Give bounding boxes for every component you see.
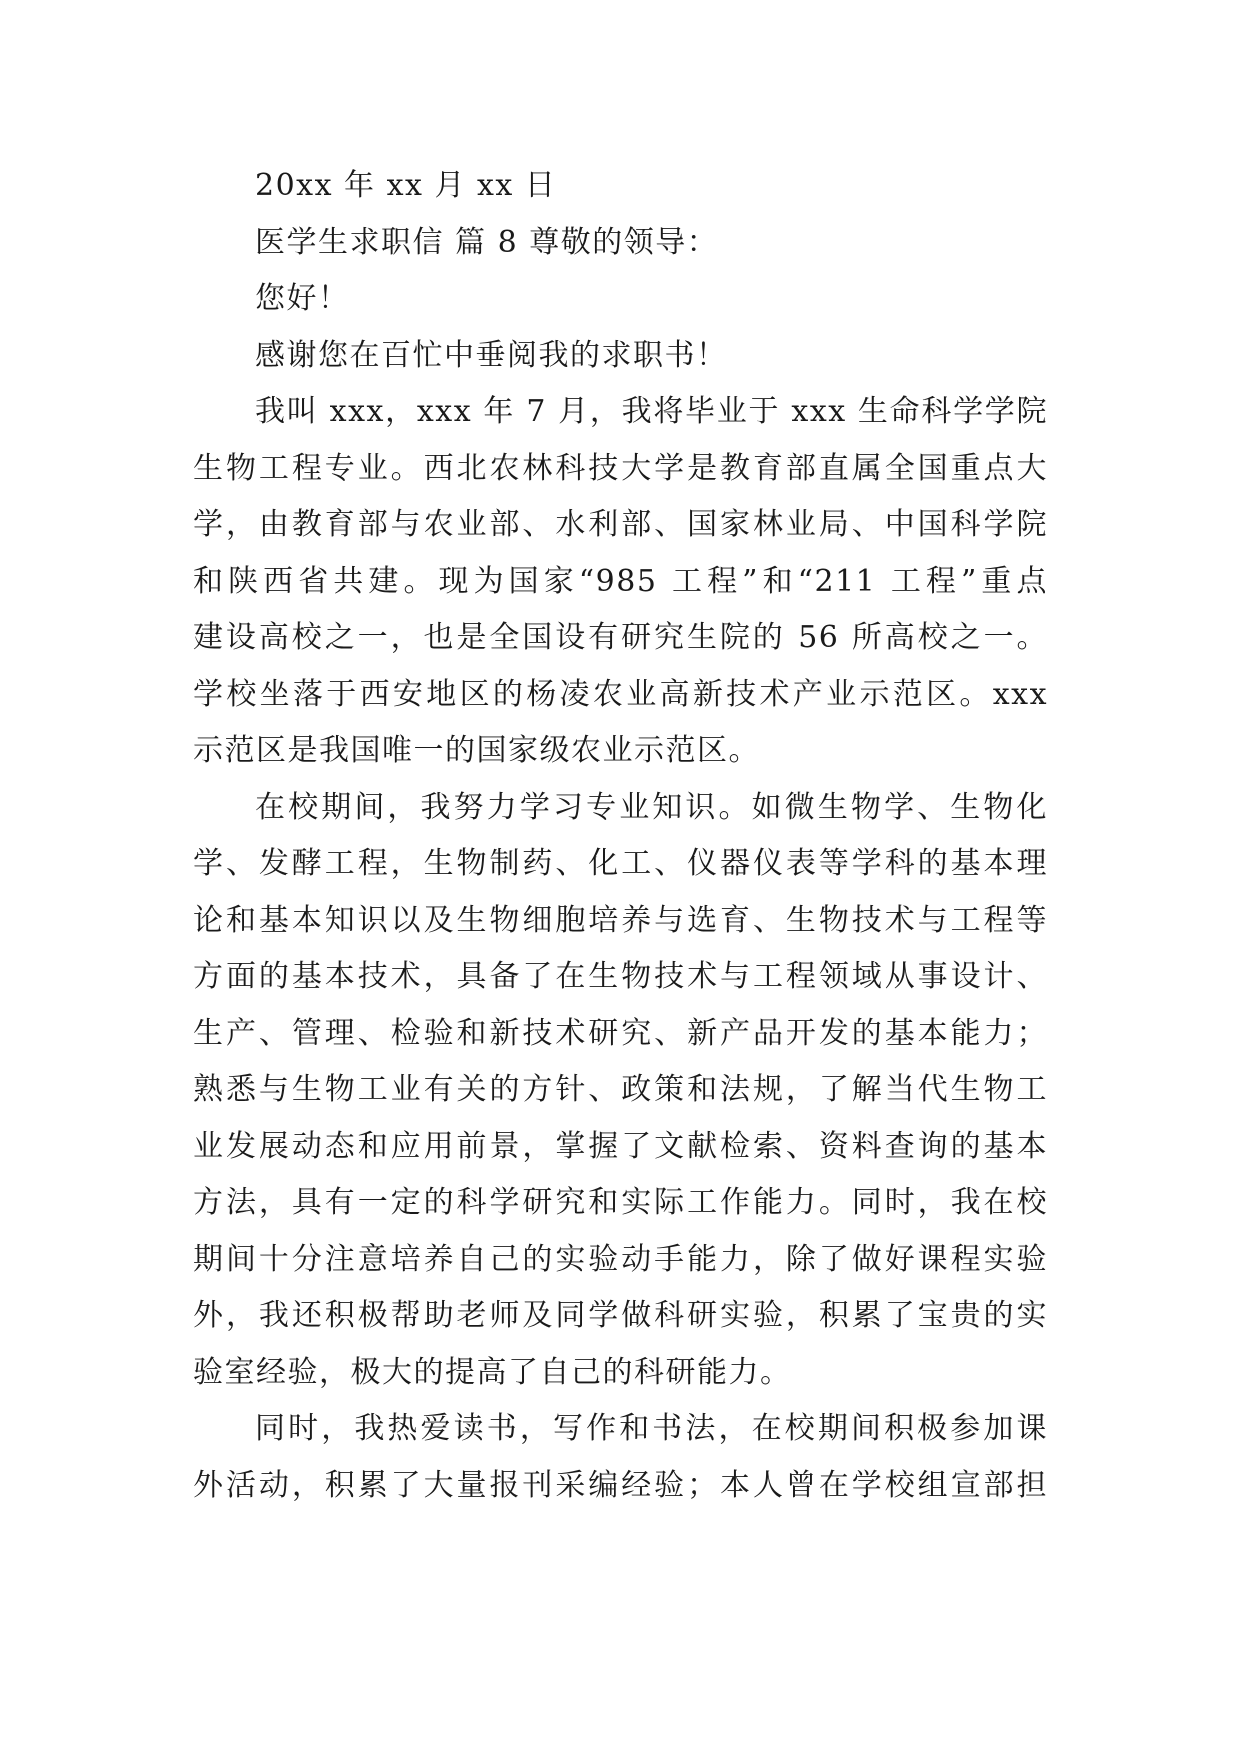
letter-body [193, 158, 1048, 1514]
text-line: 在校期间，我努力学习专业知识。如微生物学、生物化 [255, 789, 1048, 825]
text-line: 验室经验，极大的提高了自己的科研能力。 [193, 1354, 792, 1390]
text-line: 同时，我热爱读书，写作和书法，在校期间积极参加课 [255, 1411, 1048, 1446]
text-line: 医学生求职信 篇 8 尊敬的领导： [255, 224, 719, 260]
text-line: 20xx 年 xx 月 xx 日 [255, 168, 557, 203]
text-line: 建设高校之一，也是全国设有研究生院的 56 所高校之一。 [193, 620, 1048, 655]
text-line: 您好！ [255, 281, 350, 316]
text-line: 方面的基本技术，具备了在生物技术与工程领域从事设计、 [193, 959, 1048, 994]
text-line: 生产、管理、检验和新技术研究、新产品开发的基本能力； [193, 1015, 1048, 1051]
text-line: 业发展动态和应用前景，掌握了文献检索、资料查询的基本 [193, 1128, 1048, 1164]
text-line: 示范区是我国唯一的国家级农业示范区。 [193, 733, 760, 768]
text-line: 感谢您在百忙中垂阅我的求职书！ [255, 337, 728, 373]
text-line: 生物工程专业。西北农林科技大学是教育部直属全国重点大 [193, 450, 1048, 486]
text-line: 我叫 xxx，xxx 年 7 月，我将毕业于 xxx 生命科学学院 [255, 394, 1048, 429]
text-line: 学、发酵工程，生物制药、化工、仪器仪表等学科的基本理 [193, 846, 1048, 881]
text-line: 期间十分注意培养自己的实验动手能力，除了做好课程实验 [193, 1241, 1048, 1277]
text-line: 学，由教育部与农业部、水利部、国家林业局、中国科学院 [193, 507, 1048, 542]
text-line: 学校坐落于西安地区的杨凌农业高新技术产业示范区。xxx [193, 676, 1048, 712]
text-line: 外活动，积累了大量报刊采编经验；本人曾在学校组宣部担 [193, 1467, 1048, 1503]
text-line: 熟悉与生物工业有关的方针、政策和法规，了解当代生物工 [193, 1072, 1048, 1107]
text-line: 外，我还积极帮助老师及同学做科研实验，积累了宝贵的实 [193, 1298, 1048, 1333]
text-line: 方法，具有一定的科学研究和实际工作能力。同时，我在校 [193, 1185, 1048, 1220]
text-line: 论和基本知识以及生物细胞培养与选育、生物技术与工程等 [193, 902, 1048, 938]
text-line: 和陕西省共建。现为国家“985 工程”和“211 工程”重点 [193, 563, 1048, 599]
